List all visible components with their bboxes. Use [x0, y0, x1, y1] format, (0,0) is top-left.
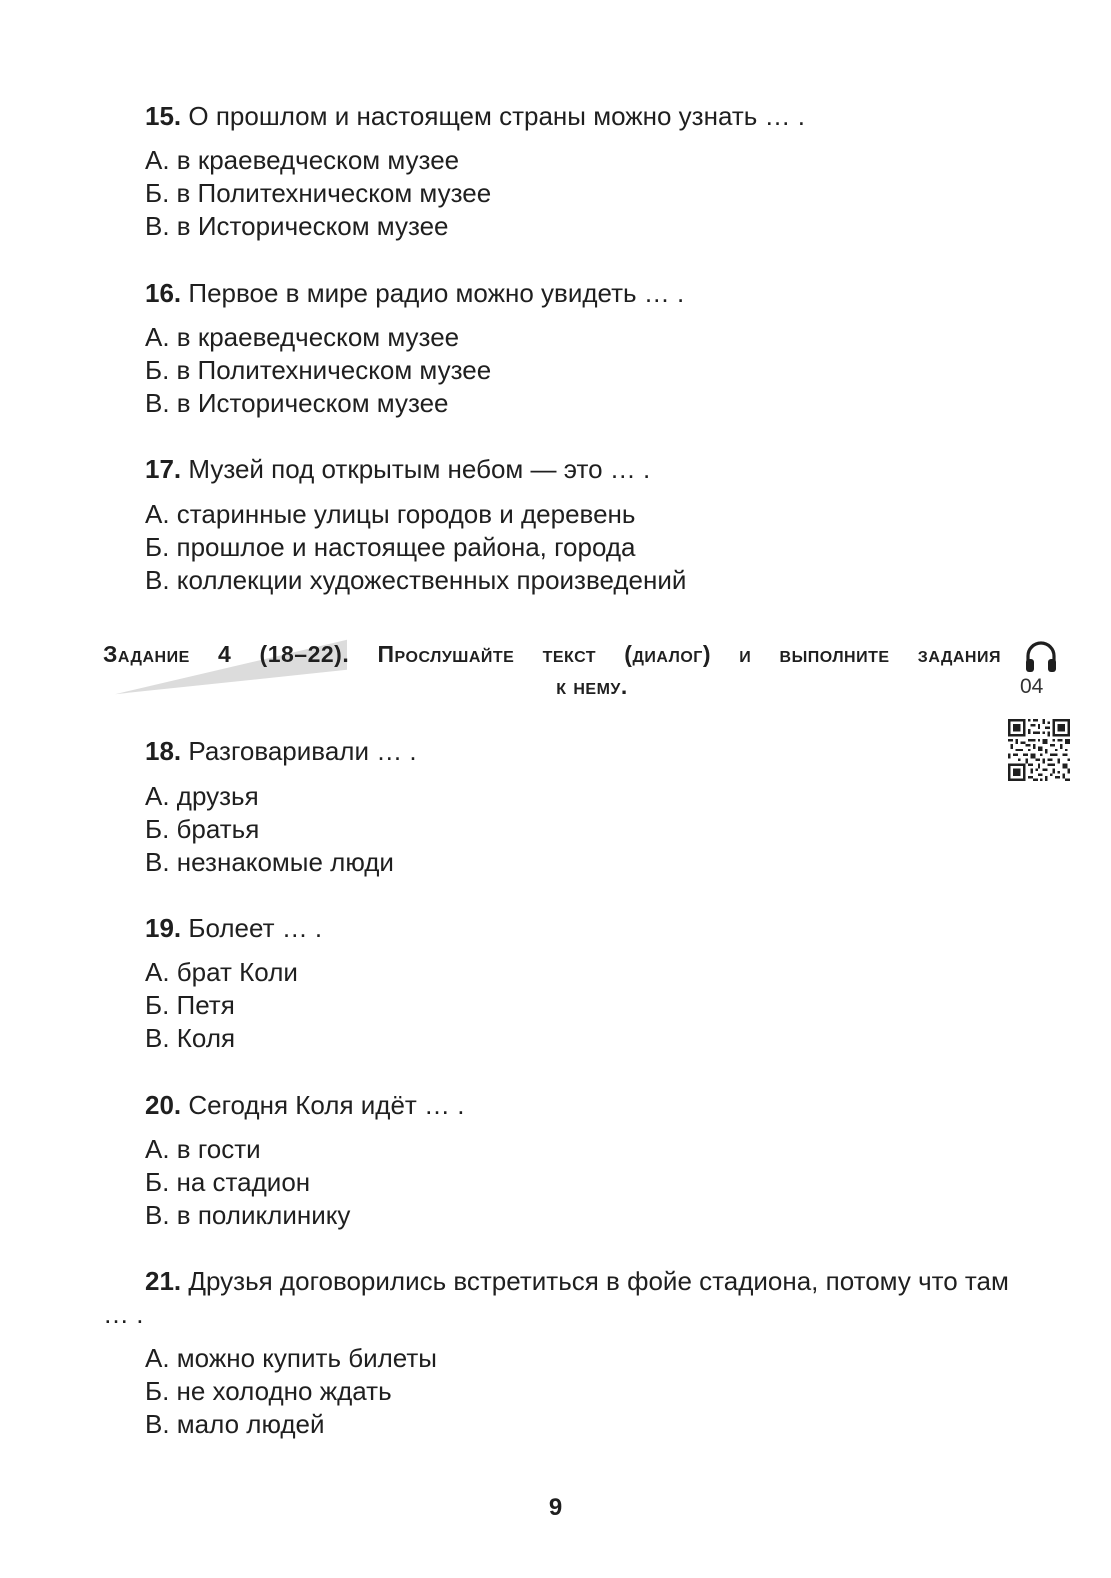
question-text: Первое в мире радио можно увидеть … . — [188, 278, 685, 308]
question-text: Сегодня Коля идёт … . — [188, 1090, 465, 1120]
task-instruction: Прослушайте текст (диалог) и выполните задания — [377, 641, 1001, 667]
question-number: 21. — [145, 1266, 182, 1296]
option-a[interactable]: А. друзья — [145, 781, 259, 811]
option-b[interactable]: Б. в Политехническом музее — [145, 355, 492, 385]
question-15 — [145, 100, 1025, 133]
question-text: Друзья договорились встретиться в фойе стадиона, потому что там … . — [103, 1266, 1009, 1329]
options-21 — [145, 1342, 437, 1441]
question-number: 20. — [145, 1090, 182, 1120]
audio-track-number: 04 — [1020, 675, 1044, 698]
page-number: 9 — [548, 1494, 563, 1521]
question-text: Музей под открытым небом — это … . — [188, 454, 651, 484]
options-17 — [145, 498, 686, 597]
option-b[interactable]: Б. прошлое и настоящее района, города — [145, 532, 636, 562]
option-b[interactable]: Б. братья — [145, 814, 260, 844]
option-b[interactable]: Б. Петя — [145, 990, 235, 1020]
question-number: 16. — [145, 278, 182, 308]
option-c[interactable]: В. в Историческом музее — [145, 388, 449, 418]
task-header — [103, 638, 1003, 702]
question-text: О прошлом и настоящем страны можно узнать … . — [188, 101, 805, 131]
question-number: 15. — [145, 101, 182, 131]
question-18 — [145, 735, 1025, 768]
option-b[interactable]: Б. в Политехническом музее — [145, 178, 492, 208]
question-20 — [145, 1089, 1025, 1122]
question-text: Болеет … . — [188, 913, 323, 943]
option-c[interactable]: В. в Историческом музее — [145, 211, 449, 241]
option-b[interactable]: Б. не холодно ждать — [145, 1376, 392, 1406]
question-17 — [145, 453, 1025, 486]
question-number: 17. — [145, 454, 182, 484]
option-a[interactable]: А. в краеведческом музее — [145, 322, 460, 352]
option-c[interactable]: В. в поликлинику — [145, 1200, 351, 1230]
question-21 — [103, 1265, 1013, 1331]
question-16 — [145, 277, 1025, 310]
option-c[interactable]: В. коллекции художественных произведений — [145, 565, 687, 595]
options-20 — [145, 1133, 350, 1232]
options-18 — [145, 780, 394, 879]
option-a[interactable]: А. в гости — [145, 1134, 261, 1164]
option-b[interactable]: Б. на стадион — [145, 1167, 311, 1197]
task-label: Задание 4 (18–22). — [103, 641, 350, 667]
question-number: 19. — [145, 913, 182, 943]
options-15 — [145, 144, 491, 243]
headphones-icon[interactable] — [1023, 639, 1059, 675]
question-19 — [145, 912, 1025, 945]
question-text: Разговаривали … . — [188, 736, 417, 766]
option-a[interactable]: А. брат Коли — [145, 957, 298, 987]
option-c[interactable]: В. Коля — [145, 1023, 236, 1053]
option-c[interactable]: В. мало людей — [145, 1409, 325, 1439]
options-16 — [145, 321, 491, 420]
question-number: 18. — [145, 736, 182, 766]
task-title — [103, 638, 1001, 670]
option-a[interactable]: А. можно купить билеты — [145, 1343, 437, 1373]
option-a[interactable]: А. в краеведческом музее — [145, 145, 460, 175]
task-instruction-cont: к нему. — [556, 673, 628, 699]
option-c[interactable]: В. незнакомые люди — [145, 847, 394, 877]
option-a[interactable]: А. старинные улицы городов и деревень — [145, 499, 636, 529]
options-19 — [145, 956, 298, 1055]
